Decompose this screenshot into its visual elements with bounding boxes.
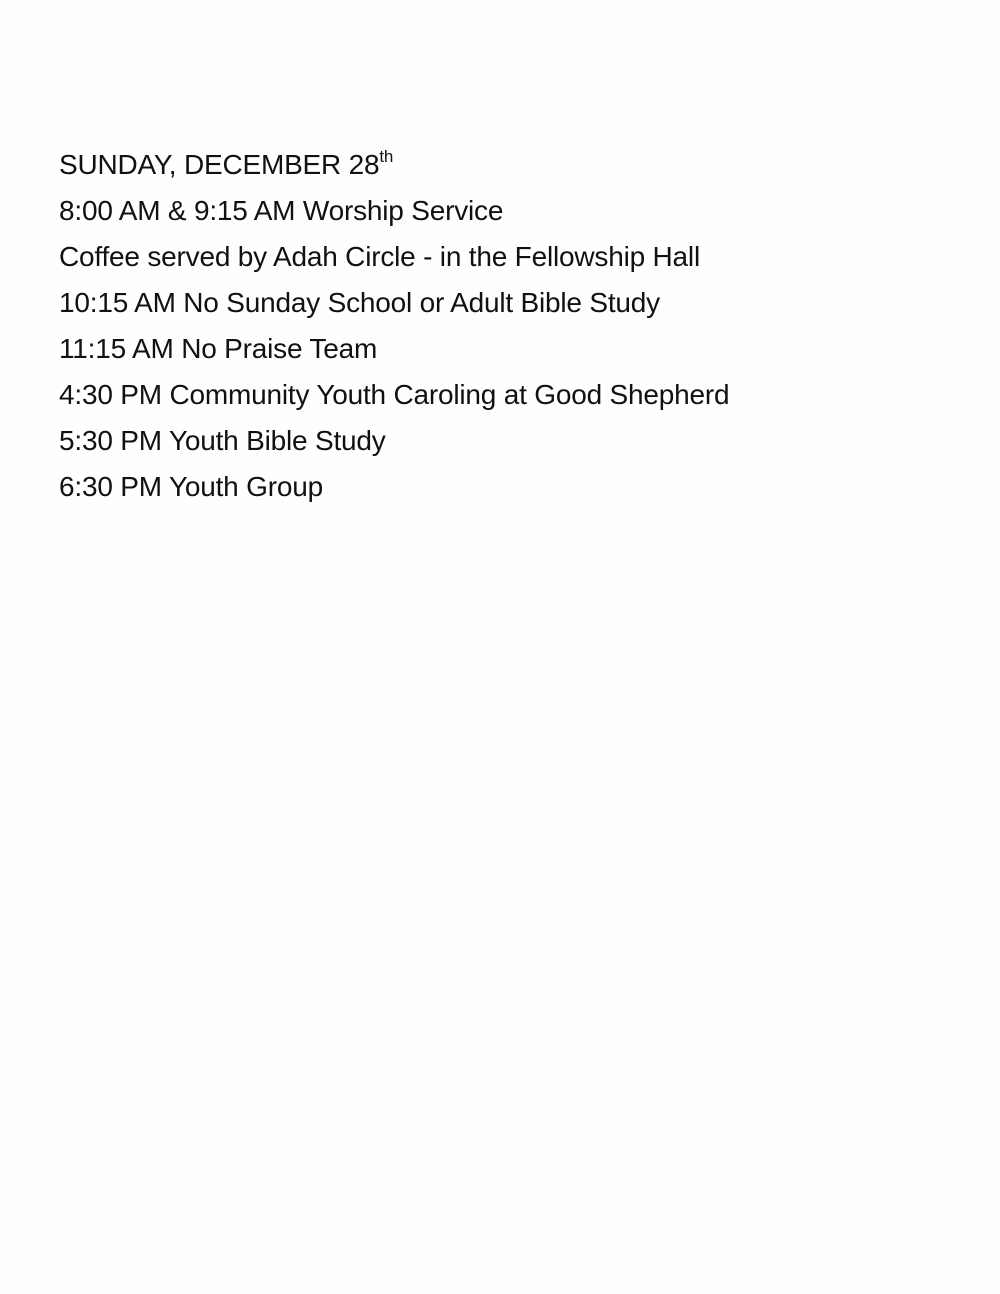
date-heading (59, 142, 959, 188)
schedule-block (59, 142, 959, 510)
schedule-line-worship: 8:00 AM & 9:15 AM Worship Service (59, 195, 504, 226)
schedule-line-caroling: 4:30 PM Community Youth Caroling at Good Shepherd (59, 379, 730, 410)
date-ordinal-suffix: th (379, 146, 394, 166)
date-heading-text: SUNDAY, DECEMBER 28 (59, 149, 380, 180)
schedule-line-coffee: Coffee served by Adah Circle - in the Fellowship Hall (59, 241, 700, 272)
schedule-line-sunday-school: 10:15 AM No Sunday School or Adult Bible Study (59, 287, 660, 318)
schedule-line-youth-group: 6:30 PM Youth Group (59, 471, 323, 502)
schedule-line-praise-team: 11:15 AM No Praise Team (59, 333, 378, 364)
schedule-line-youth-bible-study: 5:30 PM Youth Bible Study (59, 425, 386, 456)
